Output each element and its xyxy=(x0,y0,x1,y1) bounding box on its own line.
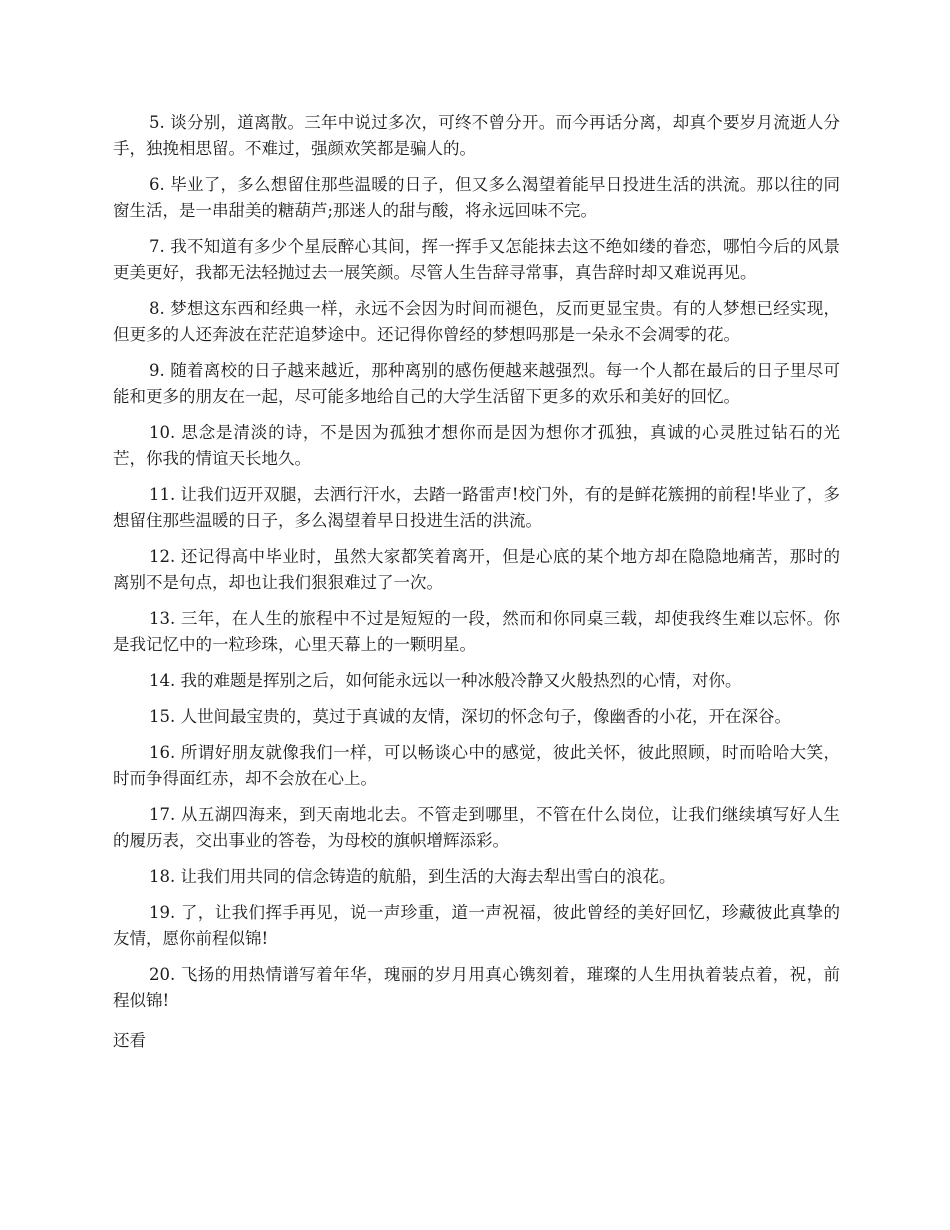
paragraph-12: 12. 还记得高中毕业时，虽然大家都笑着离开，但是心底的某个地方却在隐隐地痛苦，那时的离别不是句点，却也让我们狠狠难过了一次。 xyxy=(113,547,840,592)
paragraph-16: 16. 所谓好朋友就像我们一样，可以畅谈心中的感觉，彼此关怀，彼此照顾，时而哈哈大笑，时而争得面红赤，却不会放在心上。 xyxy=(113,743,840,788)
see-also-text: 还看 xyxy=(113,1031,146,1050)
paragraph-19: 19. 了，让我们挥手再见，说一声珍重，道一声祝福，彼此曾经的美好回忆，珍藏彼此真挚的友情，愿你前程似锦! xyxy=(113,903,840,948)
paragraph-18: 18. 让我们用共同的信念铸造的航船，到生活的大海去犁出雪白的浪花。 xyxy=(149,867,676,886)
paragraph-14: 14. 我的难题是挥别之后，如何能永远以一种冰般冷静又火般热烈的心情，对你。 xyxy=(149,671,742,690)
paragraph-5: 5. 谈分别，道离散。三年中说过多次，可终不曾分开。而今再话分离，却真个要岁月流逝人分手，独挽相思留。不难过，强颜欢笑都是骗人的。 xyxy=(113,113,840,158)
paragraph-8: 8. 梦想这东西和经典一样，永远不会因为时间而褪色，反而更显宝贵。有的人梦想已经实现，但更多的人还奔波在茫茫追梦途中。还记得你曾经的梦想吗那是一朵永不会凋零的花。 xyxy=(113,299,840,344)
paragraph-6: 6. 毕业了，多么想留住那些温暖的日子，但又多么渴望着能早日投进生活的洪流。那以往的同窗生活，是一串甜美的糖葫芦;那迷人的甜与酸，将永远回味不完。 xyxy=(113,175,840,220)
paragraph-20: 20. 飞扬的用热情谱写着年华，瑰丽的岁月用真心镌刻着，璀璨的人生用执着装点着，祝，前程似锦! xyxy=(113,965,840,1010)
paragraph-15: 15. 人世间最宝贵的，莫过于真诚的友情，深切的怀念句子，像幽香的小花，开在深谷。 xyxy=(149,707,791,726)
paragraph-7: 7. 我不知道有多少个星辰醉心其间，挥一挥手又怎能抹去这不绝如缕的眷恋，哪怕今后的风景更美更好，我都无法轻抛过去一展笑颜。尽管人生告辞寻常事，真告辞时却又难说再见。 xyxy=(113,237,840,282)
paragraph-17: 17. 从五湖四海来，到天南地北去。不管走到哪里，不管在什么岗位，让我们继续填写好人生的履历表，交出事业的答卷，为母校的旗帜增辉添彩。 xyxy=(113,805,840,850)
document-body xyxy=(113,110,840,1054)
paragraph-11: 11. 让我们迈开双腿，去洒行汗水，去踏一路雷声!校门外，有的是鲜花簇拥的前程!毕业了，多想留住那些温暖的日子，多么渴望着早日投进生活的洪流。 xyxy=(113,485,840,530)
paragraph-9: 9. 随着离校的日子越来越近，那种离别的感伤便越来越强烈。每一个人都在最后的日子里尽可能和更多的朋友在一起，尽可能多地给自己的大学生活留下更多的欢乐和美好的回忆。 xyxy=(113,361,840,406)
paragraph-10: 10. 思念是清淡的诗，不是因为孤独才想你而是因为想你才孤独，真诚的心灵胜过钻石的光芒，你我的情谊天长地久。 xyxy=(113,423,840,468)
paragraph-13: 13. 三年，在人生的旅程中不过是短短的一段，然而和你同桌三载，却使我终生难以忘怀。你是我记忆中的一粒珍珠，心里天幕上的一颗明星。 xyxy=(113,609,840,654)
